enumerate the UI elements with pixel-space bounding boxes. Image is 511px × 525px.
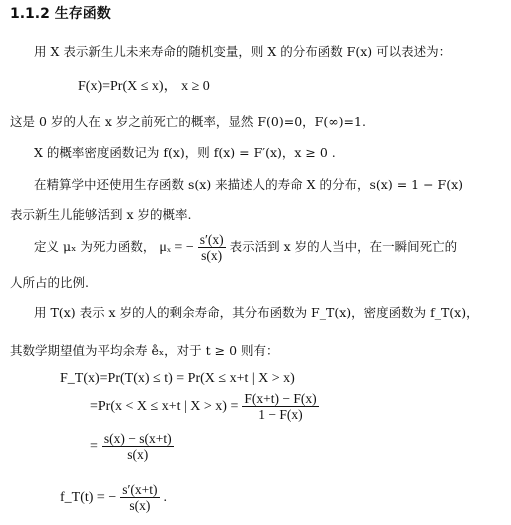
equation-period: . — [163, 490, 167, 505]
equation-distribution-function: F(x)=Pr(X ≤ x)， x ≥ 0 — [78, 79, 210, 94]
paragraph-density-function: X 的概率密度函数记为 f(x)，则 f(x) = F′(x)，x ≥ 0 . — [34, 145, 336, 160]
paragraph-force-of-mortality — [34, 232, 457, 263]
fraction-denominator: 1 − F(x) — [258, 407, 303, 422]
equation-remaining-distribution: F_T(x)=Pr(T(x) ≤ t) = Pr(X ≤ x+t | X > x) — [60, 371, 295, 386]
fraction-denominator: s(x) — [127, 447, 149, 462]
equation-conditional-probability — [90, 391, 319, 422]
equation-remaining-density — [60, 482, 167, 513]
paragraph-expected-lifetime: 其数学期望值为平均余寿 e̊ₓ，对于 t ≥ 0 则有： — [10, 343, 279, 358]
equation-lhs: =Pr(x < X ≤ x+t | X > x) = — [90, 399, 239, 414]
equation-lhs: f_T(t) = − — [60, 490, 117, 505]
paragraph-distribution-function: 用 X 表示新生儿未来寿命的随机变量，则 X 的分布函数 F(x) 可以表述为： — [34, 44, 452, 59]
fraction-numerator: s′(x) — [199, 232, 224, 247]
force-of-mortality-suffix: 表示活到 x 岁的人当中，在一瞬间死亡的 — [229, 239, 458, 254]
paragraph-survival-function: 在精算学中还使用生存函数 s(x) 来描述人的寿命 X 的分布，s(x) = 1 − F(x) — [34, 177, 463, 192]
equation-lhs: = — [90, 439, 98, 454]
fraction-denominator: s(x) — [129, 498, 151, 513]
equation-survival-ratio — [90, 431, 174, 462]
paragraph-remaining-lifetime: 用 T(x) 表示 x 岁的人的剩余寿命，其分布函数为 F_T(x)，密度函数为 f_T(x)， — [34, 305, 479, 320]
fraction-numerator: F(x+t) − F(x) — [244, 391, 317, 406]
paragraph-proportion: 人所占的比例. — [10, 275, 89, 290]
equation-fraction — [120, 482, 159, 513]
section-heading: 1.1.2 生存函数 — [10, 6, 111, 22]
fraction-numerator: s(x) − s(x+t) — [103, 431, 172, 446]
force-of-mortality-symbol: μₓ = − — [159, 240, 194, 255]
force-of-mortality-prefix: 定义 μₓ 为死力函数， — [34, 239, 156, 254]
fraction-denominator: s(x) — [201, 248, 223, 263]
equation-fraction — [102, 431, 174, 462]
equation-fraction — [242, 391, 318, 422]
force-of-mortality-fraction — [198, 232, 226, 263]
paragraph-survival-probability: 表示新生儿能够活到 x 岁的概率. — [10, 207, 192, 222]
paragraph-death-probability: 这是 0 岁的人在 x 岁之前死亡的概率，显然 F(0)=0，F(∞)=1. — [10, 114, 366, 129]
fraction-numerator: s′(x+t) — [122, 482, 158, 497]
